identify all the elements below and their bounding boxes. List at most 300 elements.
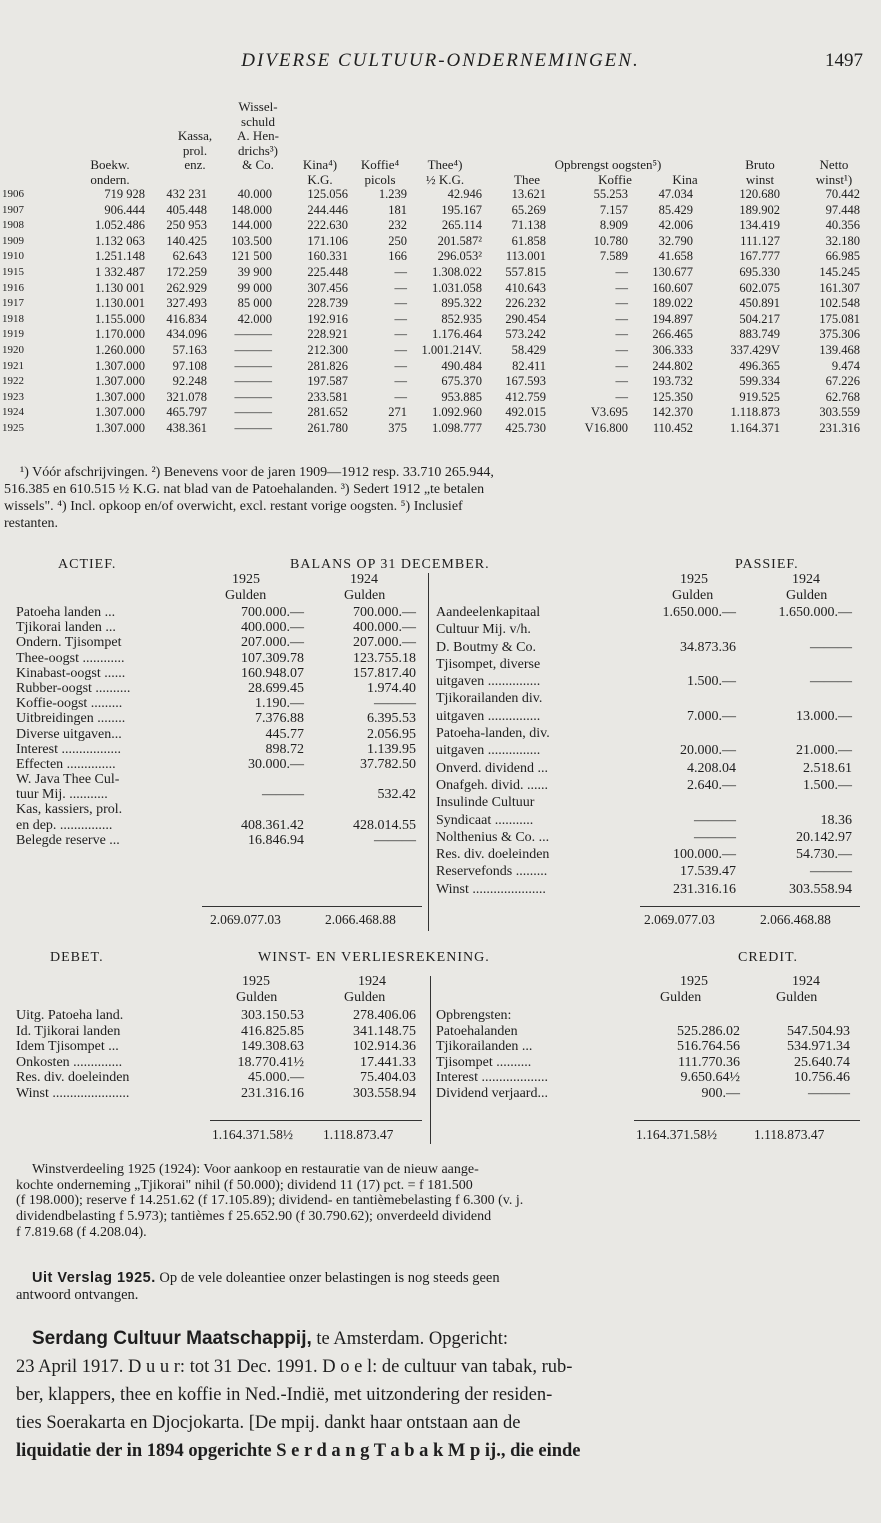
ledger-row [436, 813, 866, 830]
ledger-label: Uitg. Patoeha land. [16, 1008, 124, 1023]
ledger-value-1924: ——— [374, 696, 416, 712]
verslag [16, 1270, 864, 1304]
ledger-value-1925: 231.316.16 [241, 1085, 304, 1101]
winstverdeeling-line: kochte onderneming „Tjikorai" nihil (f 50.000); dividend 11 (17) pct. = f 181.500 [16, 1177, 473, 1193]
ledger-label: Uitbreidingen ........ [16, 711, 126, 727]
table1-cell: 244.446 [307, 202, 348, 217]
ledger-value-1924: 1.650.000.— [778, 605, 852, 620]
ledger-row [16, 1055, 416, 1071]
ledger-value-1924: ——— [810, 639, 852, 655]
ledger-value-1924: 400.000.— [353, 620, 416, 636]
table1-cell: — [615, 296, 628, 311]
table1-cell: 675.370 [441, 374, 482, 389]
ledger-value-1925: 900.— [701, 1085, 740, 1101]
ledger-value-1924: 303.558.94 [353, 1085, 416, 1101]
table1-cell: 197.587 [307, 374, 348, 389]
ledger-row [16, 1070, 416, 1086]
table1-cell: 99 000 [237, 280, 272, 295]
serdang-last-bold: liquidatie der in 1894 opgerichte [16, 1441, 272, 1461]
table1-cell: 906.444 [104, 202, 145, 217]
table1-cell: — [615, 389, 628, 404]
table1-year-cell: 1925 [2, 421, 24, 434]
table1-cell: 192.916 [307, 311, 348, 326]
table1-row [0, 405, 881, 421]
table1-cell: 193.732 [652, 374, 693, 389]
ledger-value-1925: 7.376.88 [255, 711, 304, 727]
footnote-line: restanten. [4, 516, 59, 531]
ledger-row [16, 833, 416, 848]
table1-cell: 111.127 [740, 233, 780, 248]
ledger-value-1924: 157.817.40 [353, 665, 416, 681]
page-header-title: DIVERSE CULTUUR-ONDERNEMINGEN. [241, 50, 640, 71]
ledger-value-1924: 13.000.— [796, 708, 852, 724]
ledger-value-1924: 18.36 [820, 812, 852, 828]
wv-unit-right-1: Gulden [660, 990, 702, 1005]
table1-row [0, 296, 881, 312]
wv-total-rule-left [210, 1120, 422, 1121]
table1-year-cell: 1906 [2, 188, 24, 200]
table1-cell: 306.333 [652, 342, 693, 357]
balance-right-list [436, 605, 866, 899]
table1-year-cell: 1919 [2, 328, 24, 341]
ledger-label: Winst ...................... [16, 1085, 130, 1101]
header-thee-l1: Thee⁴) [427, 157, 463, 172]
ledger-row [436, 657, 866, 674]
table1-cell: 65.269 [511, 202, 546, 217]
table1-row [0, 312, 881, 328]
ledger-row [436, 640, 866, 657]
table1-cell: 226.232 [505, 296, 546, 311]
ledger-value-1924: ——— [810, 864, 852, 880]
table1-cell: 125.350 [652, 389, 693, 404]
table1-row [0, 234, 881, 250]
ledger-value-1925: 20.000.— [680, 743, 736, 759]
ledger-row [436, 761, 866, 778]
table1-cell: 307.456 [307, 280, 348, 295]
ledger-label: uitgaven ............... [436, 743, 541, 759]
table1-year-cell: 1916 [2, 281, 24, 294]
table1-cell: 225.448 [307, 264, 348, 279]
verslag-text: Op de vele doleantiee onzer belastingen is nog steeds geen [155, 1270, 500, 1286]
table1-cell: 55.253 [593, 187, 628, 201]
ledger-row [16, 1086, 416, 1102]
table1-row [0, 281, 881, 297]
table1-cell: 296.053² [437, 249, 482, 264]
table1-cell: — [615, 311, 628, 326]
table1-cell: — [615, 374, 628, 389]
ledger-label: Onafgeh. divid. ...... [436, 777, 548, 793]
table1-cell: 172.259 [166, 264, 207, 279]
header-opb-thee: Thee [514, 171, 540, 187]
balance-divider [428, 573, 429, 931]
table1-cell: — [615, 327, 628, 342]
table1-cell: 85.429 [658, 202, 693, 217]
ledger-value-1925: 700.000.— [241, 605, 304, 620]
table1-cell: 32.790 [658, 233, 693, 248]
table1-cell: 171.106 [307, 233, 348, 248]
ledger-value-1925: ——— [262, 787, 304, 803]
ledger-row [436, 691, 866, 708]
table1-cell: — [615, 264, 628, 279]
ledger-value-1924: 25.640.74 [794, 1054, 850, 1070]
ledger-label: Tjikorailanden ... [436, 1039, 533, 1055]
table1-cell: 321.078 [166, 389, 207, 404]
ledger-row [16, 1024, 416, 1040]
table1-cell: 42.000 [237, 311, 272, 326]
header-netto-l1: Netto [819, 157, 849, 172]
table1-cell: — [394, 389, 407, 404]
ledger-label: Ondern. Tjisompet [16, 635, 122, 651]
table1-cell: 327.493 [166, 296, 207, 311]
ledger-row [436, 1055, 866, 1071]
ledger-row [16, 605, 416, 620]
table1-cell: 61.858 [511, 233, 546, 248]
table1-cell: 262.929 [166, 280, 207, 295]
table1-cell: 40.000 [237, 187, 272, 201]
ledger-label: Cultuur Mij. v/h. [436, 622, 531, 638]
serdang [16, 1325, 864, 1465]
table1-row [0, 203, 881, 219]
ledger-row [436, 1070, 866, 1086]
ledger-label: Rubber-oogst .......... [16, 680, 131, 696]
table1-cell: — [394, 342, 407, 357]
ledger-row [436, 864, 866, 881]
table1-cell: 490.484 [441, 358, 482, 373]
ledger-value-1924: 20.142.97 [796, 829, 852, 845]
table1-cell: 432 231 [166, 187, 207, 201]
table1-cell: — [394, 358, 407, 373]
table1-cell: 1.092.960 [432, 405, 482, 420]
table1-year-cell: 1924 [2, 406, 24, 419]
footnote-line: wissels". ⁴) Incl. opkoop en/of overwicht, excl. restant vorige oogsten. ⁵) Inclusief [4, 499, 463, 514]
table1-cell: 250 [388, 233, 407, 248]
ledger-label: Kinabast-oogst ...... [16, 665, 126, 681]
table1-cell: 265.114 [441, 218, 482, 233]
table1-cell: ——— [234, 420, 272, 435]
ledger-value-1925: ——— [694, 812, 736, 828]
table1-cell: 695.330 [739, 264, 780, 279]
ledger-row [436, 622, 866, 639]
balance-total-rule-left [202, 906, 422, 907]
ledger-label: Kas, kassiers, prol. [16, 802, 123, 818]
table1-row [0, 187, 881, 203]
ledger-row [16, 1039, 416, 1055]
wv-left-list [16, 1008, 416, 1102]
ledger-value-1924: 102.914.36 [353, 1039, 416, 1055]
wv-unit-right-2: Gulden [776, 990, 818, 1005]
table1-cell: 303.559 [819, 405, 860, 420]
ledger-row [436, 605, 866, 622]
ledger-value-1925: 1.500.— [687, 674, 736, 690]
table1-cell: 160.607 [652, 280, 693, 295]
table1-cell: 233.581 [307, 389, 348, 404]
balance-total-left-1924: 2.066.468.88 [325, 912, 396, 927]
balance-unit-right-2: Gulden [786, 588, 828, 603]
ledger-value-1924: 1.500.— [803, 777, 852, 793]
ledger-value-1924: 207.000.— [353, 635, 416, 651]
table1-cell: 1.164.371 [730, 420, 780, 435]
table1-year-cell: 1915 [2, 265, 24, 278]
table1-cell: 97.108 [172, 358, 207, 373]
ledger-label: Nolthenius & Co. ... [436, 829, 550, 845]
balance-total-right-1925: 2.069.077.03 [644, 912, 715, 927]
header-kina-l1: Kina⁴) [302, 157, 338, 172]
table1-cell: 852.935 [441, 311, 482, 326]
table1-cell: 175.081 [819, 311, 860, 326]
balance-passief-label: PASSIEF. [735, 557, 799, 572]
table1-cell: 121 500 [231, 249, 272, 264]
wv-divider [430, 976, 431, 1144]
table1-cell: 103.500 [231, 233, 272, 248]
table1-cell: 1.118.873 [730, 405, 780, 420]
ledger-row [436, 795, 866, 812]
ledger-row [16, 651, 416, 666]
wv-year-1924-left: 1924 [358, 974, 386, 989]
table1-cell: 1.307.000 [95, 405, 145, 420]
ledger-row [16, 742, 416, 757]
serdang-name: Serdang Cultuur Maatschappij, [32, 1328, 312, 1349]
table1-cell: 32.180 [825, 233, 860, 248]
balance-actief-label: ACTIEF. [58, 557, 117, 572]
table1-cell: 7.589 [599, 249, 628, 264]
ledger-value-1925: 445.77 [265, 726, 304, 742]
ledger-label: Belegde reserve ... [16, 832, 120, 848]
table1-cell: — [615, 280, 628, 295]
ledger-value-1924: 532.42 [377, 787, 416, 803]
header-thee [412, 158, 478, 187]
balance-total-left-1925: 2.069.077.03 [210, 912, 281, 927]
table1-cell: 895.322 [441, 296, 482, 311]
table1-cell: — [394, 264, 407, 279]
wv-total-right-1925: 1.164.371.58½ [636, 1127, 717, 1142]
wv-credit-label: CREDIT. [738, 950, 799, 965]
table1-cell: 1.251.148 [95, 249, 145, 264]
table1-cell: V3.695 [590, 405, 628, 420]
table1-cell: 1 332.487 [95, 264, 145, 279]
header-wissel-l5: & Co. [242, 157, 274, 172]
table1-cell: 375 [388, 420, 407, 435]
header-wissel-l1: Wissel- [238, 99, 278, 114]
balance-total-rule-right [640, 906, 860, 907]
ledger-value-1924: 21.000.— [796, 743, 852, 759]
table1-year-cell: 1907 [2, 203, 24, 216]
table1-cell: 375.306 [819, 327, 860, 342]
ledger-label: Tjisompet, diverse [436, 656, 541, 672]
table1-cell: 1.170.000 [95, 327, 145, 342]
table1-cell: 573.242 [505, 327, 546, 342]
table1-cell: 66.985 [825, 249, 860, 264]
ledger-label: tuur Mij. ........... [16, 787, 108, 803]
table1-year-cell: 1918 [2, 312, 24, 325]
table1-cell: 271 [388, 405, 407, 420]
ledger-value-1925: 100.000.— [673, 847, 736, 863]
balance-year-1924-left: 1924 [350, 572, 378, 587]
ledger-value-1924: 534.971.34 [787, 1039, 850, 1055]
table1-year-cell: 1922 [2, 375, 24, 388]
ledger-label: Syndicaat ........... [436, 812, 534, 828]
wv-unit-left-1: Gulden [236, 990, 278, 1005]
ledger-value-1924: ——— [808, 1085, 850, 1101]
ledger-value-1925: 898.72 [265, 741, 304, 757]
table1-cell: 67.226 [825, 374, 860, 389]
ledger-row [16, 772, 416, 787]
table1-cell: 181 [388, 202, 407, 217]
table1-cell: 719 928 [104, 187, 145, 201]
ledger-row [436, 743, 866, 760]
ledger-label: Thee-oogst ............ [16, 650, 125, 666]
table1-cell: 261.780 [307, 420, 348, 435]
ledger-value-1924: ——— [374, 832, 416, 848]
ledger-value-1925: ——— [694, 829, 736, 845]
header-netto-l2: winst¹) [815, 171, 853, 187]
table1-cell: — [615, 342, 628, 357]
wv-year-1924-right: 1924 [792, 974, 820, 989]
ledger-value-1925: 1.190.— [255, 696, 304, 712]
ledger-row [16, 1008, 416, 1024]
ledger-value-1924: 341.148.75 [353, 1023, 416, 1039]
table1-cell: — [394, 296, 407, 311]
table1-cell: 232 [388, 218, 407, 233]
header-kasa [165, 129, 225, 173]
table1-row [0, 327, 881, 343]
ledger-value-1925: 207.000.— [241, 635, 304, 651]
ledger-row [16, 681, 416, 696]
table1-cell: 465.797 [166, 405, 207, 420]
table1-row [0, 343, 881, 359]
verslag-label: Uit Verslag 1925. [32, 1270, 156, 1286]
table1-cell: ——— [234, 358, 272, 373]
ledger-value-1925: 2.640.— [687, 777, 736, 793]
table1-year-cell: 1910 [2, 250, 24, 263]
serdang-line4: ties Soerakarta en Djocjokarta. [De mpij. dankt haar ontstaan aan de [16, 1413, 521, 1433]
header-opb-kina: Kina [672, 171, 698, 187]
verslag-line2: antwoord ontvangen. [16, 1287, 139, 1303]
table1-cell: 228.739 [307, 296, 348, 311]
balance-year-1924-right: 1924 [792, 572, 820, 587]
wv-year-1925-left: 1925 [242, 974, 270, 989]
table1-year-cell: 1920 [2, 343, 24, 356]
ledger-label: en dep. ............... [16, 817, 113, 833]
ledger-value-1925: 525.286.02 [677, 1023, 740, 1039]
table1-cell: 212.300 [307, 342, 348, 357]
table1-cell: 1.130 001 [95, 280, 145, 295]
table1-cell: ——— [234, 389, 272, 404]
table1-cell: 102.548 [819, 296, 860, 311]
table1-cell: 222.630 [307, 218, 348, 233]
table1-cell: 1.176.464 [432, 327, 482, 342]
table1-cell: 1.307.000 [95, 374, 145, 389]
ledger-value-1925: 7.000.— [687, 708, 736, 724]
table1-cell: 919.525 [739, 389, 780, 404]
table1-cell: 1.132 063 [95, 233, 145, 248]
table1-cell: ——— [234, 374, 272, 389]
header-koffie-l2: picols [364, 171, 396, 187]
table1-cell: 883.749 [739, 327, 780, 342]
table1-cell: 62.768 [825, 389, 860, 404]
header-opb-koffie: Koffie [598, 171, 632, 187]
header-thee-l2: ½ K.G. [425, 171, 465, 187]
ledger-value-1924: 123.755.18 [353, 650, 416, 666]
table1-cell: 13.621 [511, 187, 546, 201]
table1-row [0, 265, 881, 281]
ledger-label: W. Java Thee Cul- [16, 772, 120, 788]
table1-cell: 1.155.000 [95, 311, 145, 326]
ledger-row [436, 674, 866, 691]
table1-cell: 140.425 [166, 233, 207, 248]
table1-year-cell: 1921 [2, 359, 24, 372]
ledger-label: Tjikorailanden div. [436, 691, 543, 707]
header-boekw [72, 158, 148, 187]
ledger-value-1924: 54.730.— [796, 847, 852, 863]
table1-year-cell: 1909 [2, 234, 24, 247]
table1-cell: 167.777 [739, 249, 780, 264]
table1-cell: 496.365 [739, 358, 780, 373]
table1-cell: 7.157 [599, 202, 628, 217]
ledger-value-1925: 34.873.36 [680, 639, 736, 655]
table1-row [0, 359, 881, 375]
serdang-line3: ber, klappers, thee en koffie in Ned.-Indië, met uitzondering der residen- [16, 1385, 553, 1405]
winstverdeeling-line: dividendbelasting f 5.973); tantièmes f 25.652.90 (f 30.790.62); onverdeeld dividend [16, 1209, 492, 1225]
ledger-label: Tjisompet .......... [436, 1054, 532, 1070]
table1-cell: V16.800 [584, 420, 628, 435]
table1-cell: 228.921 [307, 327, 348, 342]
table1-cell: 189.022 [652, 296, 693, 311]
header-kina-l2: K.G. [307, 171, 333, 187]
balance-unit-left-1: Gulden [225, 588, 267, 603]
table1-cell: 602.075 [739, 280, 780, 295]
ledger-label: Onverd. dividend ... [436, 760, 548, 776]
table1-cell: 416.834 [166, 311, 207, 326]
ledger-value-1924: 700.000.— [353, 605, 416, 620]
header-netto [798, 158, 870, 187]
table1-cell: 250 953 [166, 218, 207, 233]
table1-cell: 492.015 [505, 405, 546, 420]
table1-row [0, 421, 881, 437]
ledger-row [16, 635, 416, 650]
table1-cell: 110.452 [652, 420, 693, 435]
ledger-value-1925: 516.764.56 [677, 1039, 740, 1055]
ledger-row [16, 787, 416, 802]
ledger-row [16, 818, 416, 833]
table1-year-cell: 1923 [2, 390, 24, 403]
table1-cell: — [394, 280, 407, 295]
ledger-row [16, 727, 416, 742]
table1-cell: 134.419 [739, 218, 780, 233]
table1-cell: 139.468 [819, 342, 860, 357]
table1-cell: 160.331 [307, 249, 348, 264]
ledger-value-1925: 231.316.16 [673, 881, 736, 897]
table1-cell: 231.316 [819, 420, 860, 435]
table1-cell: 47.034 [658, 187, 693, 201]
table1-cell: 599.334 [739, 374, 780, 389]
table1-cell: 10.780 [593, 233, 628, 248]
table1-cell: 1.130.001 [95, 296, 145, 311]
ledger-value-1925: 149.308.63 [241, 1039, 304, 1055]
header-koffie-l1: Koffie⁴ [360, 157, 400, 172]
ledger-value-1925: 30.000.— [248, 756, 304, 772]
ledger-label: Patoeha-landen, div. [436, 726, 550, 742]
table1-cell: 85 000 [237, 296, 272, 311]
table1-cell: 281.826 [307, 358, 348, 373]
ledger-value-1924: 1.974.40 [367, 680, 416, 696]
table1-cell: 71.138 [511, 218, 546, 233]
ledger-value-1924: 278.406.06 [353, 1008, 416, 1023]
ledger-label: Onkosten .............. [16, 1054, 123, 1070]
ledger-value-1925: 4.208.04 [687, 760, 736, 776]
ledger-label: Res. div. doeleinden [16, 1070, 130, 1086]
ledger-value-1924: 37.782.50 [360, 756, 416, 772]
ledger-label: Patoeha landen ... [16, 605, 116, 620]
